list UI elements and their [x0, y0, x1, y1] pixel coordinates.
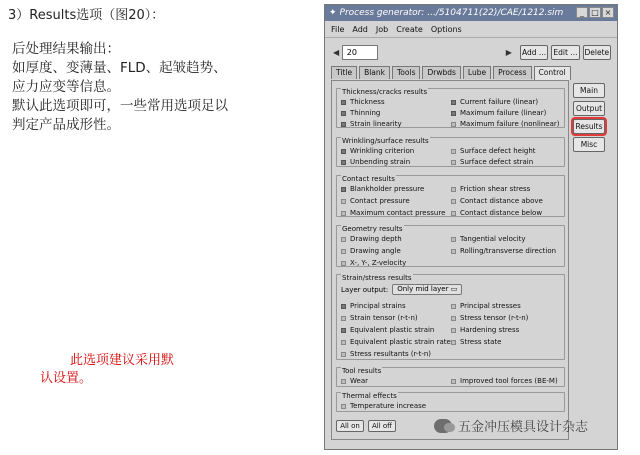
option-label: Stress state	[460, 338, 502, 346]
option-stress-state[interactable]	[451, 338, 501, 346]
option-label: Thinning	[350, 109, 381, 117]
group-title: Tool results	[342, 367, 382, 375]
option-hardening-stress[interactable]	[451, 326, 519, 334]
tab-bar	[331, 66, 571, 80]
option-label: Maximum contact pressure	[350, 209, 446, 217]
checkbox[interactable]	[451, 328, 456, 333]
group-title: Strain/stress results	[342, 274, 412, 282]
menu-add[interactable]: Add	[352, 24, 368, 34]
all-toggle-buttons	[336, 420, 396, 432]
description-line: 如厚度、变薄量、FLD、起皱趋势、	[12, 60, 227, 76]
option-friction-shear-stress[interactable]	[451, 185, 530, 193]
checkbox[interactable]	[451, 316, 456, 321]
main-button[interactable]: Main	[573, 83, 605, 98]
step-toolbar	[333, 43, 611, 61]
group-title: Thickness/cracks results	[342, 88, 428, 96]
option-label: Surface defect height	[460, 147, 536, 155]
option-drawing-depth[interactable]	[341, 235, 402, 243]
group-title: Geometry results	[342, 225, 403, 233]
description-line: 应力应变等信息。	[12, 79, 120, 95]
tab-control[interactable]: Control	[534, 66, 571, 80]
checkbox[interactable]	[451, 100, 456, 105]
option-surface-defect-height[interactable]	[451, 147, 536, 155]
tab-lube[interactable]: Lube	[463, 66, 491, 79]
dropdown-indicator-icon: ▭	[450, 285, 458, 293]
next-step-arrow-icon[interactable]: ▶	[505, 47, 512, 57]
option-unbending-strain[interactable]	[341, 158, 410, 166]
option-wear[interactable]	[341, 377, 368, 385]
option-maximum-failure-linear[interactable]	[451, 109, 546, 117]
menu-file[interactable]: File	[331, 24, 345, 34]
option-wrinkling-criterion[interactable]	[341, 147, 414, 155]
checkbox[interactable]	[341, 211, 346, 216]
checkbox[interactable]	[341, 149, 346, 154]
checkbox[interactable]	[341, 122, 346, 127]
option-label: Equivalent plastic strain	[350, 326, 435, 334]
description-line: 默认此选项即可，一些常用选项足以	[12, 98, 228, 114]
checkbox[interactable]	[451, 249, 456, 254]
results-panel	[331, 80, 569, 440]
option-label: Stress resultants (r-t-n)	[350, 350, 432, 358]
checkbox[interactable]	[341, 199, 346, 204]
option-label: Drawing depth	[350, 235, 402, 243]
option-label: Maximum failure (linear)	[460, 109, 547, 117]
wrinkling-surface-group	[336, 137, 565, 167]
option-label: Stress tensor (r-t-n)	[460, 314, 529, 322]
previous-step-arrow-icon[interactable]: ◀	[333, 47, 340, 57]
option-label: Contact distance below	[460, 209, 543, 217]
option-label: Blankholder pressure	[350, 185, 425, 193]
checkbox[interactable]	[341, 100, 346, 105]
option-label: Temperature increase	[350, 402, 427, 410]
option-drawing-angle[interactable]	[341, 247, 401, 255]
checkbox[interactable]	[451, 211, 456, 216]
option-tangential-velocity[interactable]	[451, 235, 526, 243]
output-button[interactable]: Output	[573, 101, 605, 116]
checkbox[interactable]	[451, 122, 456, 127]
tab-tools[interactable]: Tools	[392, 66, 420, 79]
checkbox[interactable]	[341, 304, 346, 309]
window-titlebar[interactable]	[325, 5, 617, 21]
checkbox[interactable]	[451, 379, 456, 384]
option-label: Drawing angle	[350, 247, 401, 255]
option-label: Tangential velocity	[460, 235, 526, 243]
option-thickness[interactable]	[341, 98, 385, 106]
checkbox[interactable]	[341, 187, 346, 192]
checkbox[interactable]	[341, 404, 346, 409]
tab-drwbds[interactable]: Drwbds	[422, 66, 460, 79]
option-label: Equivalent plastic strain rate	[350, 338, 451, 346]
window-title: Process generator: .../5104711(22)/CAE/1212.sim	[339, 8, 564, 18]
option-strain-tensor[interactable]	[341, 314, 418, 322]
note-line: 认设置。	[40, 371, 93, 386]
wechat-icon	[434, 419, 452, 433]
checkbox[interactable]	[341, 340, 346, 345]
all-off-button[interactable]: All off	[368, 420, 396, 432]
option-label: Hardening stress	[460, 326, 520, 334]
close-button[interactable]: ×	[602, 7, 614, 18]
maximize-button[interactable]: □	[589, 7, 601, 18]
contact-results-group	[336, 175, 565, 217]
menu-options[interactable]: Options	[430, 24, 462, 34]
thickness-cracks-group	[336, 88, 565, 128]
option-contact-pressure[interactable]	[341, 197, 410, 205]
checkbox[interactable]	[451, 149, 456, 154]
checkbox[interactable]	[341, 261, 346, 266]
menu-create[interactable]: Create	[396, 24, 423, 34]
group-title: Contact results	[342, 175, 395, 183]
option-principal-strains[interactable]	[341, 302, 406, 310]
checkbox[interactable]	[341, 379, 346, 384]
checkbox[interactable]	[341, 237, 346, 242]
checkbox[interactable]	[451, 111, 456, 116]
tab-process[interactable]: Process	[493, 66, 531, 79]
tab-blank[interactable]: Blank	[359, 66, 390, 79]
group-title: Wrinkling/surface results	[342, 137, 429, 145]
layer-output-value: Only mid layer	[397, 285, 449, 293]
menu-bar	[325, 21, 617, 38]
option-label: Current failure (linear)	[460, 98, 539, 106]
option-thinning[interactable]	[341, 109, 380, 117]
process-generator-window	[324, 4, 618, 450]
side-navigation	[573, 83, 605, 152]
option-label: Strain linearity	[350, 120, 402, 128]
option-label: Maximum failure (nonlinear)	[460, 120, 560, 128]
option-label: Contact pressure	[350, 197, 410, 205]
option-label: Thickness	[350, 98, 385, 106]
option-label: Wrinkling criterion	[350, 147, 415, 155]
strain-stress-group	[336, 274, 565, 360]
option-label: Wear	[350, 377, 368, 385]
all-on-button[interactable]: All on	[336, 420, 364, 432]
option-xyz-velocity[interactable]	[341, 259, 406, 267]
option-contact-distance-above[interactable]	[451, 197, 543, 205]
description-paragraph	[12, 40, 292, 135]
option-label: X-, Y-, Z-velocity	[350, 259, 407, 267]
note-line: 此选项建议采用默	[70, 353, 175, 368]
option-maximum-contact-pressure[interactable]	[341, 209, 445, 217]
layer-output-row	[341, 284, 462, 295]
section-heading: 3）Results选项（图20）：	[8, 8, 165, 23]
option-label: Unbending strain	[350, 158, 411, 166]
misc-button[interactable]: Misc	[573, 137, 605, 152]
option-maximum-failure-nonlinear[interactable]	[451, 120, 559, 128]
option-label: Principal stresses	[460, 302, 521, 310]
option-blankholder-pressure[interactable]	[341, 185, 424, 193]
option-stress-tensor[interactable]	[451, 314, 528, 322]
geometry-results-group	[336, 225, 565, 267]
add-button[interactable]: Add ...	[520, 45, 548, 60]
option-rolling-transverse-direction[interactable]	[451, 247, 556, 255]
checkbox[interactable]	[451, 304, 456, 309]
description-line: 后处理结果输出：	[12, 41, 120, 57]
watermark	[434, 416, 588, 435]
step-number-field[interactable]: 20	[342, 45, 378, 60]
option-label: Friction shear stress	[460, 185, 531, 193]
checkbox[interactable]	[341, 328, 346, 333]
option-stress-resultants[interactable]	[341, 350, 431, 358]
results-button[interactable]: Results	[573, 119, 605, 134]
checkbox[interactable]	[341, 316, 346, 321]
watermark-text: 五金冲压模具设计杂志	[458, 420, 589, 435]
option-label: Strain tensor (r-t-n)	[350, 314, 418, 322]
checkbox[interactable]	[341, 160, 346, 165]
checkbox[interactable]	[451, 237, 456, 242]
tool-results-group	[336, 367, 565, 387]
edit-button[interactable]: Edit ...	[551, 45, 579, 60]
checkbox[interactable]	[341, 249, 346, 254]
layer-output-label: Layer output:	[341, 285, 389, 294]
checkbox[interactable]	[341, 111, 346, 116]
option-principal-stresses[interactable]	[451, 302, 521, 310]
option-label: Rolling/transverse direction	[460, 247, 557, 255]
recommendation-note	[40, 352, 174, 388]
checkbox[interactable]	[451, 187, 456, 192]
option-label: Contact distance above	[460, 197, 543, 205]
checkbox[interactable]	[451, 199, 456, 204]
group-title: Thermal effects	[342, 392, 397, 400]
option-label: Principal strains	[350, 302, 406, 310]
delete-button[interactable]: Delete	[583, 45, 611, 60]
option-improved-tool-forces[interactable]	[451, 377, 558, 385]
option-current-failure[interactable]	[451, 98, 538, 106]
checkbox[interactable]	[451, 160, 456, 165]
minimize-button[interactable]: _	[576, 7, 588, 18]
layer-output-select[interactable]	[392, 284, 462, 295]
option-contact-distance-below[interactable]	[451, 209, 542, 217]
menu-job[interactable]: Job	[375, 24, 389, 34]
option-equivalent-plastic-strain-rate[interactable]	[341, 338, 451, 346]
thermal-effects-group	[336, 392, 565, 412]
description-line: 判定产品成形性。	[12, 117, 120, 133]
app-icon: ✦	[329, 8, 337, 18]
option-label: Improved tool forces (BE-M)	[460, 377, 558, 385]
option-strain-linearity[interactable]	[341, 120, 402, 128]
option-temperature-increase[interactable]	[341, 402, 426, 410]
option-equivalent-plastic-strain[interactable]	[341, 326, 434, 334]
checkbox[interactable]	[451, 340, 456, 345]
option-surface-defect-strain[interactable]	[451, 158, 533, 166]
tab-title[interactable]: Title	[331, 66, 357, 79]
option-label: Surface defect strain	[460, 158, 534, 166]
checkbox[interactable]	[341, 352, 346, 357]
